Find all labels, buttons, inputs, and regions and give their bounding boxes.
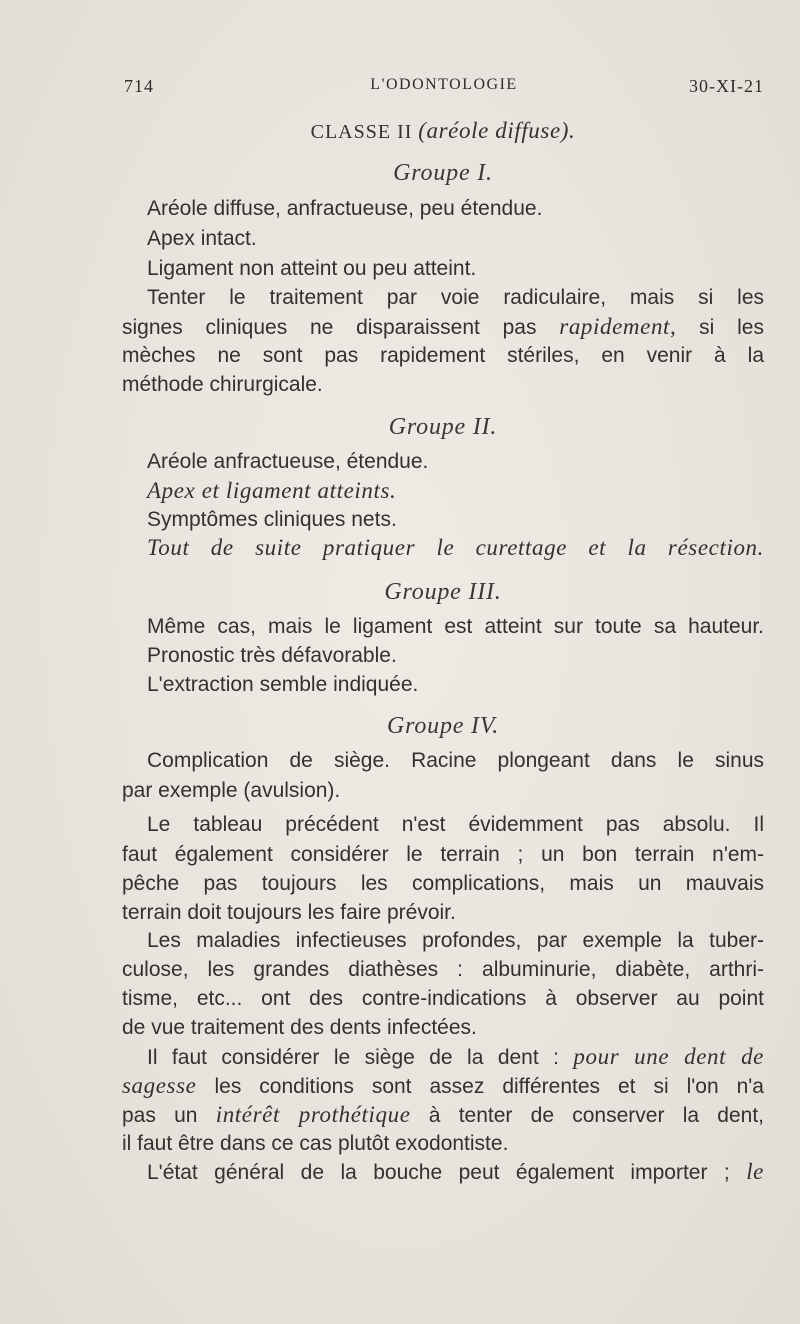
groupe-4-title: Groupe IV. [387, 713, 499, 739]
paragraph-line: de vue traitement des dents infectées. [122, 1016, 477, 1039]
paragraph-line-mixed [147, 1042, 764, 1073]
page-number: 714 [124, 76, 154, 96]
running-title: L'ODONTOLOGIE [370, 76, 518, 93]
groupe-1-title: Groupe I. [393, 160, 493, 186]
text-segment: Il faut considérer le siège de la dent : [147, 1046, 559, 1069]
classe-subtitle: (aréole diffuse). [418, 118, 576, 143]
text-segment: pas un [122, 1104, 198, 1127]
paragraph-line: Le tableau précédent n'est évidemment pas absolu. Il [147, 813, 764, 836]
running-header [124, 76, 764, 100]
paragraph-line: tisme, etc... ont des contre-indications à observer au point [122, 987, 764, 1010]
paragraph-line-mixed [147, 1157, 764, 1188]
text-segment: les conditions sont assez différentes et si l'on n'a [214, 1075, 764, 1098]
paragraph-line: il faut être dans ce cas plutôt exodontiste. [122, 1132, 509, 1155]
paragraph-line: pêche pas toujours les complications, mais un mauvais [122, 872, 764, 895]
groupe-2-line: Aréole anfractueuse, étendue. [147, 450, 429, 473]
groupe-1-line: mèches ne sont pas rapidement stériles, en venir à la [122, 344, 764, 367]
groupe-2-line: Symptômes cliniques nets. [147, 508, 397, 531]
groupe-2-title: Groupe II. [388, 414, 498, 440]
text-segment: L'état général de la bouche peut également importer ; [147, 1161, 730, 1184]
groupe-3-line: Même cas, mais le ligament est atteint sur toute sa hauteur. [147, 615, 764, 638]
groupe-3-line: Pronostic très défavorable. [147, 644, 397, 667]
classe-heading [122, 116, 764, 147]
groupe-2-line-italic: Tout de suite pratiquer le curettage et la résection. [147, 535, 764, 560]
paragraph-line: terrain doit toujours les faire prévoir. [122, 901, 456, 924]
paragraph-line-mixed [122, 1100, 764, 1131]
text-segment: si les [699, 316, 764, 339]
groupe-3-line: L'extraction semble indiquée. [147, 673, 419, 696]
groupe-1-line: Aréole diffuse, anfractueuse, peu étendue. [147, 197, 543, 220]
paragraph-line: faut également considérer le terrain ; un bon terrain n'em- [122, 843, 764, 866]
groupe-1-line: méthode chirurgicale. [122, 373, 323, 396]
groupe-1-line: Apex intact. [147, 227, 257, 250]
text-segment: à tenter de conserver la dent, [428, 1104, 764, 1127]
groupe-4-line: Complication de siège. Racine plongeant dans le sinus [147, 749, 764, 772]
emphasis-segment: pour une dent de [573, 1044, 764, 1069]
text-segment: signes cliniques ne disparaissent pas [122, 316, 537, 339]
emphasis-segment: sagesse [122, 1073, 197, 1098]
groupe-1-line: Tenter le traitement par voie radiculaire, mais si les [147, 286, 764, 309]
emphasis-segment: rapidement, [559, 314, 677, 339]
groupe-2-line-italic: Apex et ligament atteints. [147, 478, 397, 503]
paragraph-line: Les maladies infectieuses profondes, par exemple la tuber- [147, 929, 764, 952]
groupe-3-title: Groupe III. [384, 579, 502, 605]
header-date: 30-XI-21 [689, 76, 764, 96]
paragraph-line-mixed [122, 1071, 764, 1102]
paragraph-line: culose, les grandes diathèses : albuminurie, diabète, arthri- [122, 958, 764, 981]
groupe-1-line-mixed [122, 312, 764, 343]
emphasis-segment: intérêt prothétique [215, 1102, 411, 1127]
groupe-1-line: Ligament non atteint ou peu atteint. [147, 257, 477, 280]
emphasis-segment: le [746, 1159, 764, 1184]
groupe-4-line: par exemple (avulsion). [122, 779, 341, 802]
classe-label: CLASSE II [310, 121, 413, 143]
